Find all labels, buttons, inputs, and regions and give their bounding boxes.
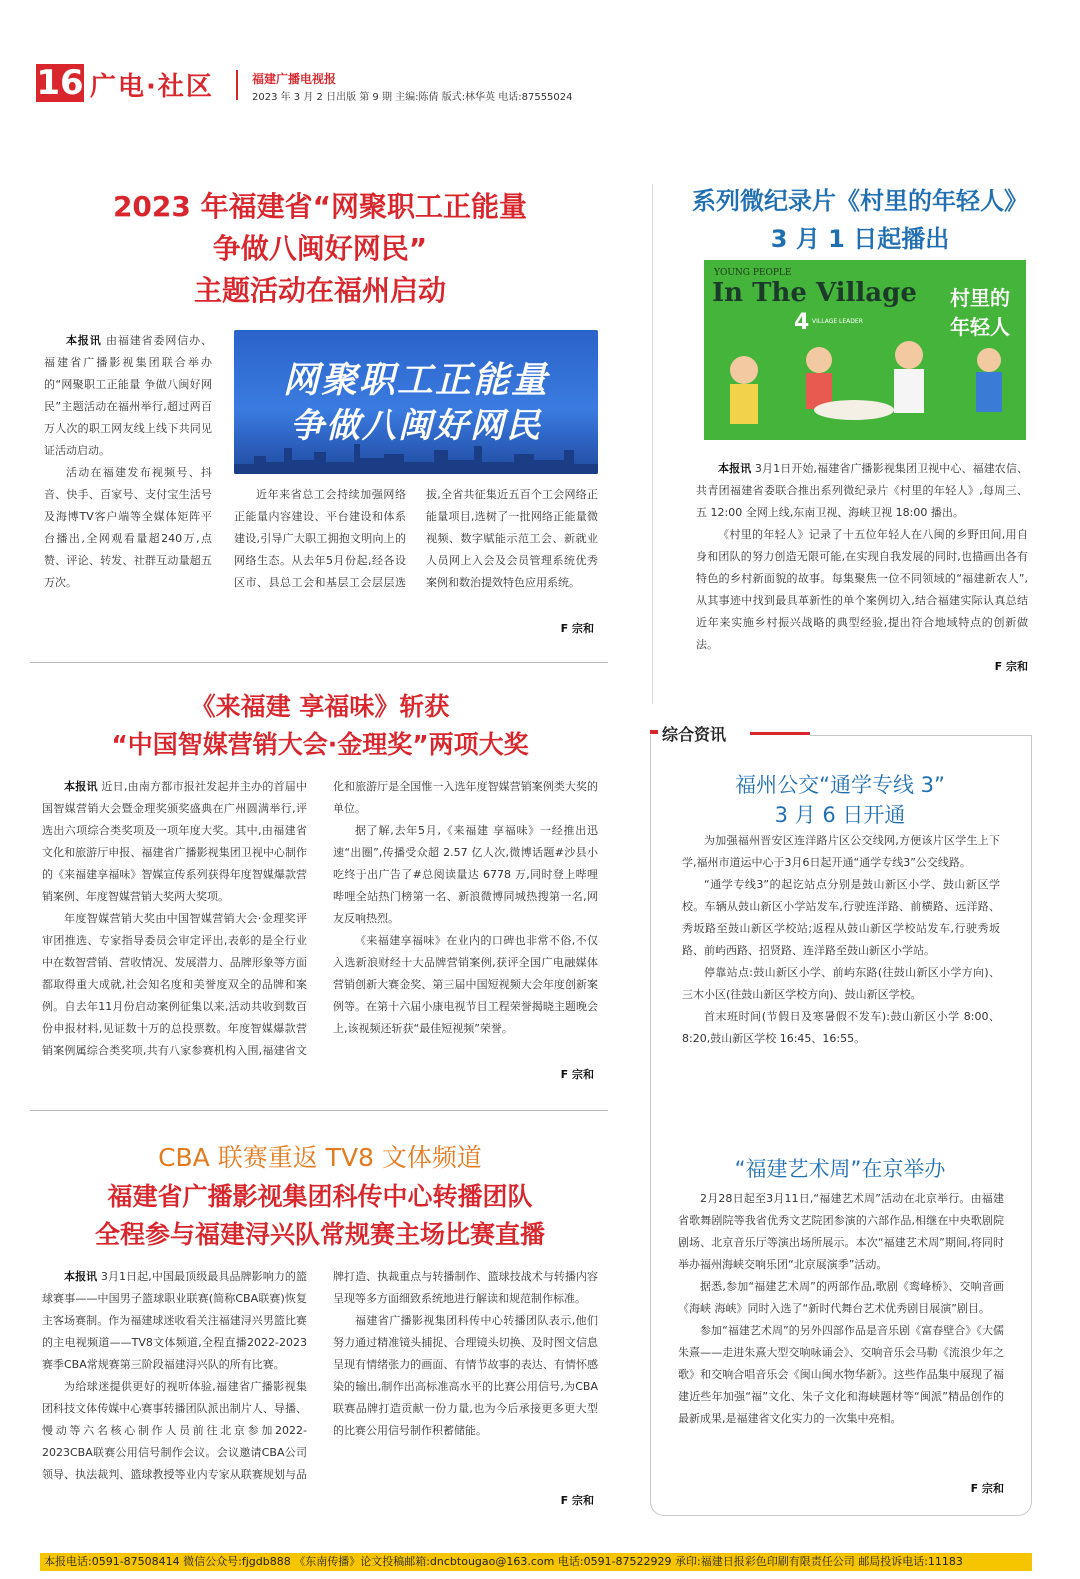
article3-p3: 据了解,去年5月,《来福建 享福味》一经推出迅速“出圈”,传播受众超 2.57 亿人次,微博话题#沙县小吃终于出广告了#总阅读量达 6778 万,同时登上哔哩哔哩全站热门榜第一名、新浪微博同城热搜第一名,网友反响热烈。 xyxy=(333,824,598,925)
article1-p2: 活动在福建发布视频号、抖音、快手、百家号、支付宝生活号及海博TV客户端等全媒体矩阵平台播出,全网观看量超240万,点赞、评论、转发、社群互动量超五万次。 xyxy=(44,466,212,589)
article1-col1 xyxy=(44,330,212,594)
article3-signature: F 宗和 xyxy=(560,1068,594,1081)
article1-p1: 由福建省委网信办、福建省广播影视集团联合举办的“网聚职工正能量 争做八闽好网民”主题活动在福州举行,超过两百万人次的职工网友线上线下共同见证活动启动。 xyxy=(44,334,212,457)
article4-title-line2: 3 月 6 日开通 xyxy=(774,803,906,827)
article5-p3: 参加“福建艺术周”的另外四部作品是音乐剧《富春壁合》《大儒朱熹——走进朱熹大型交响咏诵会》、交响音乐会马勒《流浪少年之歌》和交响合唱音乐会《闽山闽水物华新》。这些作品集中展现了福建近些年加强“福”文化、朱子文化和海峡题材等“闽派”精品创作的最新成果,是福建省文化实力的一次集中亮相。 xyxy=(678,1324,1004,1425)
article5-headline: “福建艺术周”在京举办 xyxy=(734,1157,946,1181)
article2-lead: 本报讯 xyxy=(718,462,752,475)
article6-signature: F 宗和 xyxy=(560,1494,594,1507)
article5-p1: 2月28日起至3月11日,“福建艺术周”活动在北京举行。由福建省歌舞剧院等我省优秀文艺院团参演的六部作品,相继在中央歌剧院剧场、北京音乐厅等演出场所展示。本次“福建艺术周”期间,将同时举办福州海峡交响乐团“北京展演季”活动。 xyxy=(678,1192,1004,1271)
article6-headline xyxy=(40,1178,600,1254)
article4-p4: 首末班时间(节假日及寒暑假不发车):鼓山新区小学 8:00、8:20,鼓山新区学校 16:45、16:55。 xyxy=(682,1010,1000,1045)
article6-p3: 福建省广播影视集团科传中心转播团队表示,他们努力通过精准镜头捕捉、合理镜头切换、及时图文信息呈现有情绪张力的画面、有情节故事的表达、有情怀感染的输出,制作出高标准高水平的比赛公用信号,为CBA联赛品牌打造贡献一份力量,也为今后承接更多更大型的比赛公用信号制作积蓄储能。 xyxy=(333,1314,598,1437)
article1-title-line3: 主题活动在福州启动 xyxy=(193,274,446,307)
poster-episode-number: 4 xyxy=(794,310,810,335)
article4-title-line1: 福州公交“通学专线 3” xyxy=(735,773,945,797)
banner-line1: 网聚职工正能量 xyxy=(282,360,549,401)
article4-p1: 为加强福州晋安区连洋路片区公交线网,方便该片区学生上下学,福州市道运中心于3月6日起开通“通学专线3”公交线路。 xyxy=(682,834,1000,869)
article1-lead: 本报讯 xyxy=(66,334,102,347)
article4-body xyxy=(682,830,1000,1050)
article4-headline xyxy=(650,770,1030,830)
article2-body xyxy=(696,458,1028,656)
article5-signature: F 宗和 xyxy=(970,1482,1004,1495)
poster-cjk-title: 村里的年轻人 xyxy=(950,286,1010,339)
article4-p2: “通学专线3”的起讫站点分别是鼓山新区小学、鼓山新区学校。车辆从鼓山新区小学站发车,行驶连洋路、前横路、远洋路、秀坂路至鼓山新区学校站;返程从鼓山新区学校站发车,行驶秀坂路、前屿西路、招贤路、连洋路至鼓山新区小学站。 xyxy=(682,878,1000,957)
section-accent-bar xyxy=(650,730,658,734)
poster-characters-illustration xyxy=(704,260,1026,440)
article6-p1: 3月1日起,中国最顶级最具品牌影响力的篮球赛事——中国男子篮球职业联赛(简称CBA联赛)恢复主客场赛制。作为福建球迷收看关注福建浔兴男篮比赛的主电视频道——TV8文体频道,全程直播2022-2023赛季CBA常规赛第三阶段福建浔兴队的所有比赛。 xyxy=(42,1270,308,1371)
article2-p2: 《村里的年轻人》记录了十五位年轻人在八闽的乡野田间,用自身和团队的努力创造无限可能,在实现自我发展的同时,也描画出各有特色的乡村新面貌的故事。每集聚焦一位不同领域的“福建新农人”,从其事迹中找到最具革新性的单个案例切入,结合福建实际认真总结近年来实施乡村振兴战略的典型经验,提出符合地域特点的创新做法。 xyxy=(696,528,1028,651)
article6-p2: 为给球迷提供更好的视听体验,福建省广播影视集团科技文体传媒中心赛事转播团队派出制片人、导播、慢动等六名核心制作人员前往北京参加2022-2023CBA联赛公用信号制作会议。会议邀请CBA公司领导、执法裁判、篮球教授等业内专家从联赛规划与品牌打造、执裁重点与转播制作、篮球技战术与转播内容呈现等多方面细致系统地进行解读和规范制作标准。 xyxy=(42,1270,598,1481)
poster-title: In The Village xyxy=(712,278,917,308)
article1-title-line1: 2023 年福建省“网聚职工正能量 xyxy=(112,190,528,223)
article2-title-line2: 3 月 1 日起播出 xyxy=(770,225,950,253)
article6-title-line3: 全程参与福建浔兴队常规赛主场比赛直播 xyxy=(94,1220,545,1249)
paper-name: 福建广播电视报 xyxy=(252,72,337,86)
article2-headline xyxy=(660,182,1060,258)
city-skyline-graphic xyxy=(234,438,598,474)
article6-lead: 本报讯 xyxy=(64,1270,98,1283)
article3-title-line2: “中国智媒营销大会·金理奖”两项大奖 xyxy=(111,730,529,759)
issue-line: 2023 年 3 月 2 日出版 第 9 期 主编:陈倩 版式:林华英 电话:87555024 xyxy=(252,92,573,103)
article3-p1: 近日,由南方都市报社发起并主办的首届中国智媒营销大会暨金理奖颁奖盛典在广州圆满举行,评选出六项综合类奖项及一项年度大奖。其中,由福建省文化和旅游厅申报、福建省广播影视集团卫视中心制作的《来福建享福味》智媒宣传系列获得年度智媒爆款营销案例、年度智媒营销大奖两大奖项。 xyxy=(42,780,308,903)
poster-subtitle: VILLAGE LEADER xyxy=(812,318,863,325)
poster-small-title: YOUNG PEOPLE xyxy=(714,268,792,278)
article1-p3: 近年来省总工会持续加强网络正能量内容建设、平台建设和体系建设,引导广大职工拥抱文明向上的网络生态。从去年5月份起,经各设区市、县总工会和基层工会层层选拔,全省共征集近五百个工会网络正能量项目,选树了一批网络正能量微视频、数字赋能示范工会、新就业人员网上入会及会员管理系统优秀案例和数治提效特色应用系统。 xyxy=(234,488,598,589)
page-number: 16 xyxy=(36,63,84,103)
article1-title-line2: 争做八闽好网民” xyxy=(212,232,428,265)
article1-headline xyxy=(40,186,600,312)
divider xyxy=(30,662,608,663)
article1-banner-image xyxy=(234,330,598,474)
article2-signature: F 宗和 xyxy=(994,660,1028,673)
article1-signature: F 宗和 xyxy=(560,622,594,635)
column-divider xyxy=(652,184,653,704)
article3-title-line1: 《来福建 享福味》斩获 xyxy=(190,692,450,721)
article2-p1: 3月1日开始,福建省广播影视集团卫视中心、福建农信、共青团福建省委联合推出系列微纪录片《村里的年轻人》,每周三、五 12:00 全网上线,东南卫视、海峡卫视 18:00 播出。 xyxy=(696,462,1028,519)
article3-lead: 本报讯 xyxy=(64,780,98,793)
side-section-box-top xyxy=(810,735,1031,736)
article2-poster-image xyxy=(704,260,1026,440)
article6-body xyxy=(42,1266,598,1510)
article3-body xyxy=(42,776,598,1086)
side-section-label: 综合资讯 xyxy=(662,725,727,744)
article5-p2: 据悉,参加“福建艺术周”的两部作品,歌剧《鸾峰桥》、交响音画《海峡 海峡》同时入选了“新时代舞台艺术优秀剧目展演”剧目。 xyxy=(678,1280,1004,1315)
article2-title-line1: 系列微纪录片《村里的年轻人》 xyxy=(692,187,1028,215)
article3-headline xyxy=(40,688,600,764)
header-divider xyxy=(236,70,238,100)
article6-title-line2: 福建省广播影视集团科传中心转播团队 xyxy=(107,1182,533,1211)
section-title: 广电·社区 xyxy=(90,72,214,102)
footer-bar: 本报电话:0591-87508414 微信公众号:fjgdb888 《东南传播》论文投稿邮箱:dncbtougao@163.com 电话:0591-87522929 承印:福建日报彩色印刷有限责任公司 邮局投诉电话:11183 xyxy=(40,1553,1032,1571)
banner-line2: 争做八闽好网民 xyxy=(290,406,542,446)
divider xyxy=(30,1110,608,1111)
article6-kicker: CBA 联赛重返 TV8 文体频道 xyxy=(158,1143,482,1172)
article3-p4: 《来福建享福味》在业内的口碑也非常不俗,不仅入选新浪财经十大品牌营销案例,获评全国广电融媒体营销创新大赛金奖、第三届中国短视频大会年度创新案例等。在第十六届小康电视节目工程荣誉揭晓主题晚会上,该视频还斩获“最佳短视频”荣誉。 xyxy=(333,934,598,1035)
article5-body xyxy=(678,1188,1004,1430)
article1-col2 xyxy=(234,484,598,594)
article3-p2: 年度智媒营销大奖由中国智媒营销大会·金理奖评审团推选、专家指导委员会审定评出,表彰的是全行业中在数智营销、营收情况、发展潜力、品牌形象等方面都取得重大成就,社会知名度和美誉度双全的品牌和案例。自去年11月份启动案例征集以来,活动共收到数百份申报材料,见证数十万的总投票数。年度智媒爆款营销案例属综合类奖项,共有八家参赛机构入围,福建省文化和旅游厅是全国惟一入选年度智媒营销案例类大奖的单位。 xyxy=(42,780,598,1057)
article4-p3: 停靠站点:鼓山新区小学、前屿东路(往鼓山新区小学方向)、三木小区(往鼓山新区学校方向)、鼓山新区学校。 xyxy=(682,966,1000,1001)
